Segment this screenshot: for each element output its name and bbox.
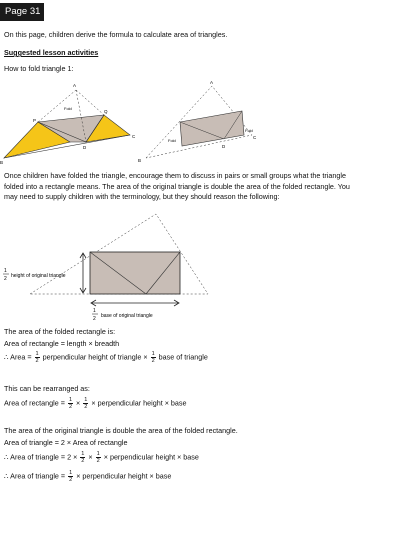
fraction-half: $\frac{1}{2}$ (151, 351, 155, 364)
eq-pre: ∴ Area = (4, 352, 34, 362)
label-a: A (210, 80, 214, 85)
fold-label: Fold (64, 106, 72, 111)
fraction-half: $\frac{1}{2}$ (68, 397, 73, 410)
eq-times: × (74, 398, 83, 408)
fold-label-right: Fold (245, 128, 253, 133)
section-heading: Suggested lesson activities (4, 48, 99, 57)
rearrange-intro: This can be rearranged as: (4, 384, 90, 393)
fold-label-left: Fold (168, 138, 176, 143)
rearranged-formula (4, 397, 187, 410)
eq-mid: perpendicular height of triangle × (40, 352, 150, 362)
rectangle-diagram (0, 212, 215, 322)
page-label: Page 31 (0, 3, 44, 21)
triangle-area-double: Area of triangle = 2 × Area of rectangle (4, 438, 128, 447)
fold-diagram-1 (0, 78, 140, 168)
label-p: P (33, 118, 37, 123)
eq-post: × perpendicular height × base (89, 398, 187, 408)
eq-pre: Area of rectangle = (4, 398, 67, 408)
label-b: B (0, 160, 4, 165)
double-area-statement: The area of the original triangle is double the area of the folded rectangle. (4, 426, 238, 435)
label-q: Q (104, 109, 108, 114)
fraction-half: $\frac{1}{2}$ (35, 351, 39, 364)
fraction-half: $\frac{1}{2}$ (81, 451, 85, 464)
fraction-half: $\frac{1}{2}$ (69, 470, 73, 483)
triangle-area-expanded (4, 451, 199, 464)
label-c: C (253, 135, 257, 140)
folded-rectangle (90, 252, 180, 294)
label-d: D (83, 145, 87, 150)
eq-pre: ∴ Area of triangle = 2 × (4, 452, 80, 462)
fold-diagram-2 (138, 78, 258, 164)
label-d: D (222, 144, 226, 149)
folded-rectangle (180, 111, 244, 146)
height-label: height of original triangle (11, 273, 66, 279)
eq-post: base of triangle (156, 352, 208, 362)
eq-times: × (86, 452, 95, 462)
label-a: A (73, 83, 77, 88)
eq-post: × perpendicular height × base (101, 452, 199, 462)
base-frac-den: 2 (93, 316, 96, 322)
base-frac-num: 1 (93, 308, 96, 314)
fraction-half: $\frac{1}{2}$ (96, 451, 100, 464)
discussion-paragraph: Once children have folded the triangle, encourage them to discuss in pairs or small groups what the triangle folded into a rectangle means. The area of the original triangle is double the area of the folded rectangle. You may need to supply children with the terminology, but they should reason the following: (4, 171, 350, 202)
eq-post: × perpendicular height × base (74, 471, 172, 481)
height-frac-den: 2 (4, 276, 7, 282)
triangle-area-final (4, 470, 171, 483)
height-frac-num: 1 (4, 268, 7, 274)
rect-area-derivation (4, 351, 208, 364)
base-label: base of original triangle (101, 313, 153, 319)
fraction-half: $\frac{1}{2}$ (84, 397, 88, 410)
intro-text: On this page, children derive the formula to calculate area of triangles. (4, 30, 228, 39)
rect-area-intro: The area of the folded rectangle is: (4, 327, 116, 336)
label-b: B (138, 158, 142, 163)
rect-area-formula: Area of rectangle = length × breadth (4, 339, 120, 348)
label-c: C (132, 134, 136, 139)
eq-pre: ∴ Area of triangle = (4, 471, 68, 481)
fold-heading: How to fold triangle 1: (4, 64, 74, 73)
